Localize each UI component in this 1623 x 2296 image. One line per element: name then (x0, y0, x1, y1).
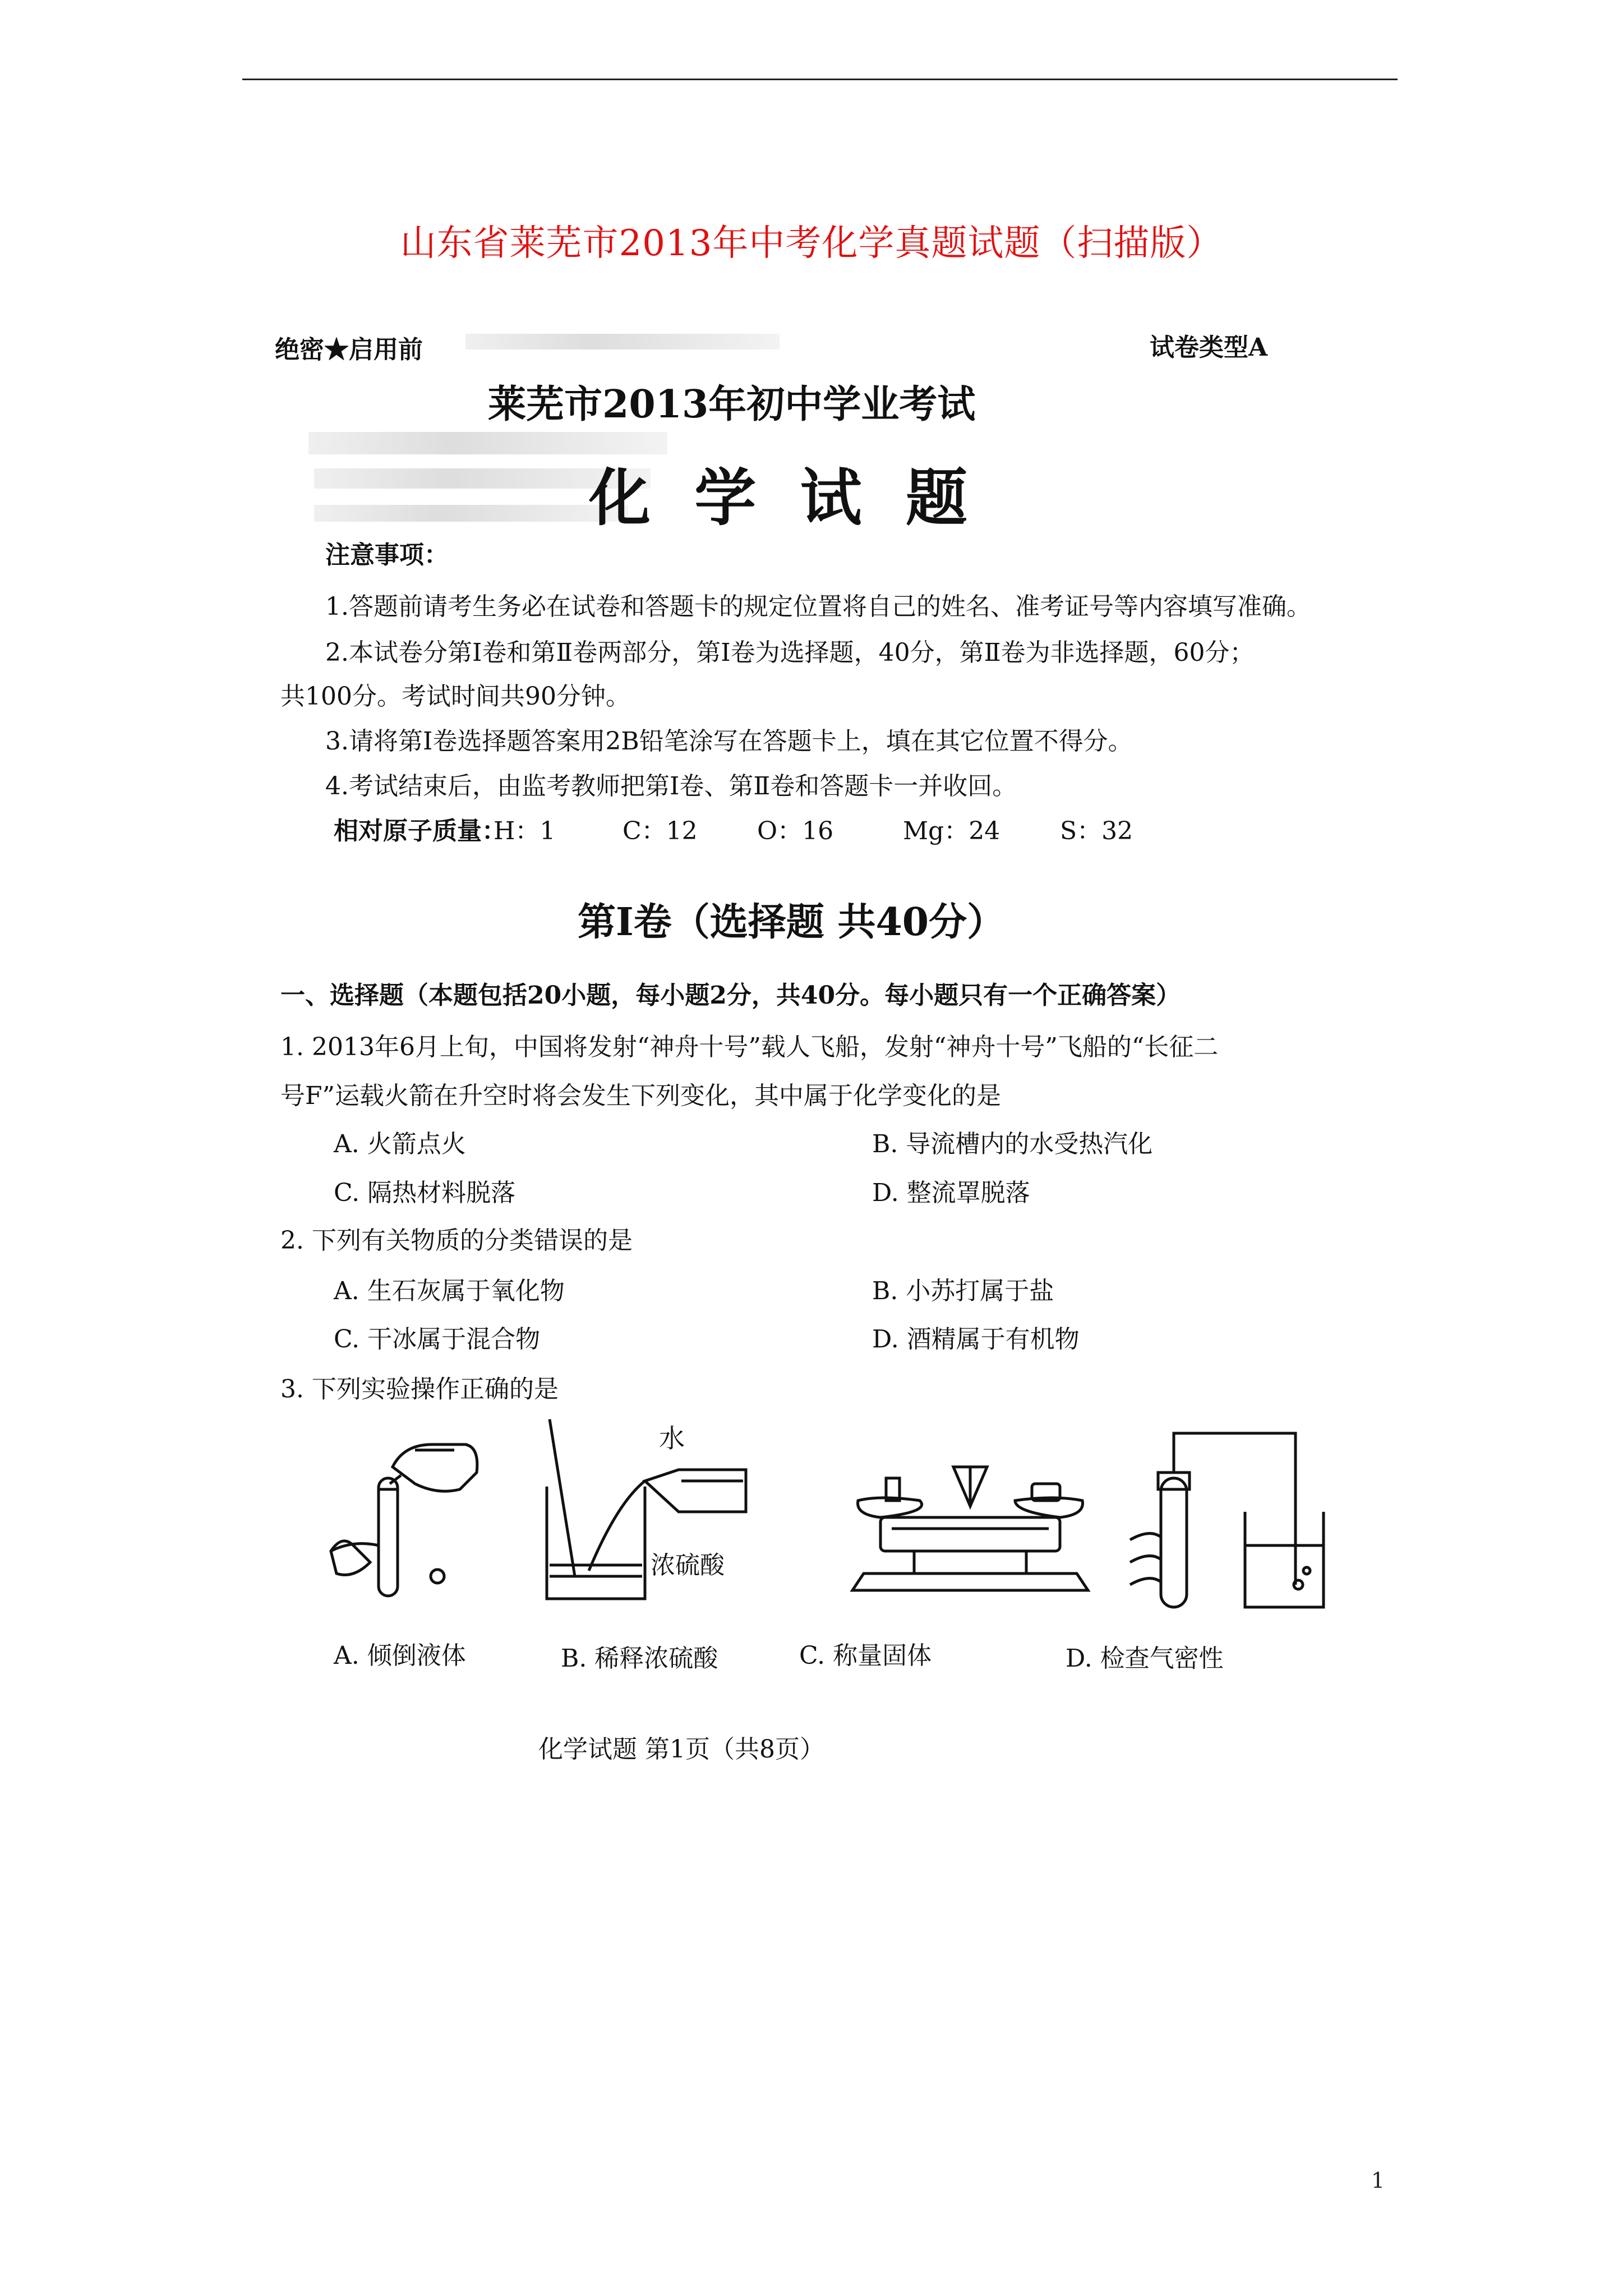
figure-pour-liquid (320, 1422, 510, 1618)
note-line: 1.答题前请考生务必在试卷和答题卡的规定位置将自己的姓名、准考证号等内容填写准确。 (325, 592, 1311, 621)
question-1-stem: 1. 2013年6月上旬，中国将发射“神舟十号”载人飞船，发射“神舟十号”飞船的“长征二 (280, 1033, 1219, 1061)
question-1-option-b: B. 导流槽内的水受热汽化 (872, 1130, 1153, 1158)
scan-noise (465, 334, 780, 349)
document-title: 山东省莱芜市2013年中考化学真题试题（扫描版） (400, 223, 1223, 264)
figure-dilute-acid (533, 1408, 824, 1621)
scan-noise (314, 505, 628, 522)
header-rule (242, 79, 1398, 80)
question-1-stem-cont: 号F”运载火箭在升空时将会发生下列变化，其中属于化学变化的是 (280, 1082, 1002, 1110)
question-1-option-d: D. 整流罩脱落 (872, 1179, 1030, 1207)
figure-balance (847, 1444, 1094, 1613)
note-line: 共100分。考试时间共90分钟。 (280, 682, 630, 711)
figure-air-tightness (1127, 1416, 1340, 1618)
section-title: 第Ⅰ卷（选择题 共40分） (578, 900, 1006, 945)
notes-heading: 注意事项： (325, 541, 449, 569)
question-3-stem: 3. 下列实验操作正确的是 (280, 1375, 559, 1404)
scanned-exam-page (264, 306, 1346, 1673)
page-number: 1 (1371, 2168, 1385, 2193)
note-line: 4.考试结束后，由监考教师把第Ⅰ卷、第Ⅱ卷和答题卡一并收回。 (325, 772, 1017, 800)
question-3-option-a: A. 倾倒液体 (334, 1641, 466, 1670)
exam-page-footer: 化学试题 第1页（共8页） (538, 1735, 824, 1764)
atomic-mass-h: H：1 (494, 817, 556, 845)
part-heading: 一、选择题（本题包括20小题，每小题2分，共40分。每小题只有一个正确答案） (280, 981, 1181, 1010)
question-3-option-d: D. 检查气密性 (1066, 1644, 1224, 1673)
subject-title: 化 学 试 题 (589, 462, 979, 534)
exam-main-title: 莱芜市2013年初中学业考试 (488, 382, 976, 427)
question-2-option-d: D. 酒精属于有机物 (872, 1325, 1080, 1354)
question-3-option-b: B. 稀释浓硫酸 (561, 1644, 718, 1673)
secret-mark: 绝密★启用前 (275, 335, 423, 364)
question-2-option-c: C. 干冰属于混合物 (334, 1325, 541, 1354)
atomic-mass-c: C：12 (623, 817, 698, 845)
atomic-mass-mg: Mg：24 (903, 817, 1000, 845)
note-line: 3.请将第Ⅰ卷选择题答案用2B铅笔涂写在答题卡上，填在其它位置不得分。 (325, 727, 1133, 756)
figure-acid-label: 浓硫酸 (651, 1551, 725, 1580)
question-2-stem: 2. 下列有关物质的分类错误的是 (280, 1226, 633, 1255)
question-2-option-a: A. 生石灰属于氧化物 (334, 1277, 565, 1305)
figure-water-label: 水 (659, 1423, 685, 1453)
atomic-mass-s: S：32 (1060, 817, 1133, 845)
question-2-option-b: B. 小苏打属于盐 (872, 1277, 1054, 1305)
paper-type: 试卷类型A (1150, 333, 1268, 362)
note-line: 2.本试卷分第Ⅰ卷和第Ⅱ卷两部分，第Ⅰ卷为选择题，40分，第Ⅱ卷为非选择题，60分； (325, 638, 1255, 667)
question-1-option-c: C. 隔热材料脱落 (334, 1179, 516, 1207)
atomic-mass-label: 相对原子质量： (334, 817, 506, 845)
question-3-option-c: C. 称量固体 (799, 1641, 932, 1670)
atomic-mass-o: O：16 (757, 817, 834, 845)
question-1-option-a: A. 火箭点火 (334, 1130, 466, 1158)
